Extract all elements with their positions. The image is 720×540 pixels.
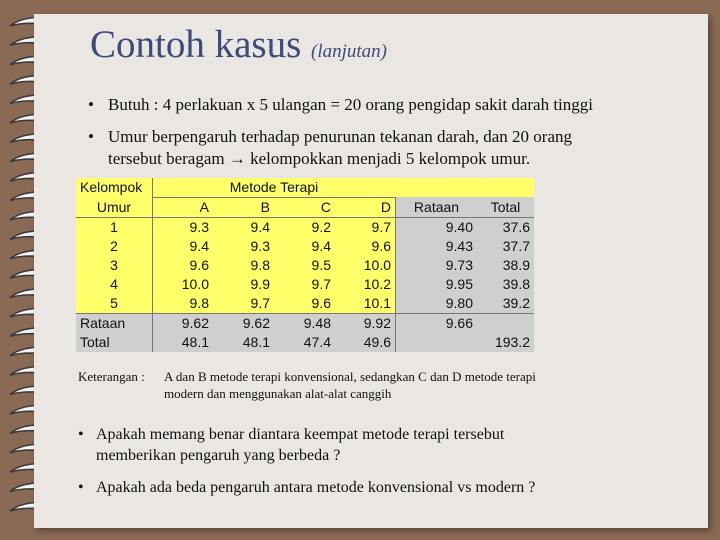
column-header: B <box>213 197 274 217</box>
table-row <box>76 294 534 313</box>
table-cell: 9.92 <box>335 313 395 333</box>
table-row <box>76 217 534 237</box>
table-cell: 9.5 <box>274 256 335 275</box>
bullet-text: Umur berpengaruh terhadap penurunan tekanan darah, dan 20 orang <box>108 127 573 146</box>
question-text: memberikan pengaruh yang berbeda ? <box>96 447 341 464</box>
table-cell: 9.48 <box>274 313 335 333</box>
table-cell: 39.8 <box>477 275 534 294</box>
page-title <box>90 22 387 75</box>
table-header-row <box>76 178 534 197</box>
table-cell: 9.62 <box>213 313 274 333</box>
table-cell: 9.80 <box>395 294 477 313</box>
question-item <box>78 424 658 466</box>
table-cell: 9.6 <box>152 256 213 275</box>
bullet-list <box>88 94 698 180</box>
title-main: Contoh kasus <box>90 23 302 66</box>
table-header-row <box>76 197 534 217</box>
table-cell: 10.0 <box>152 275 213 294</box>
table-cell: 10.1 <box>335 294 395 313</box>
column-header: Rataan <box>395 197 477 217</box>
table-cell: 9.95 <box>395 275 477 294</box>
table-cell: 48.1 <box>152 333 213 352</box>
table-cell: 193.2 <box>477 333 534 352</box>
table-cell: 48.1 <box>213 333 274 352</box>
table-cell: 9.3 <box>213 237 274 256</box>
table-cell: 9.40 <box>395 217 477 237</box>
table-cell: 9.7 <box>274 275 335 294</box>
question-list <box>78 424 658 509</box>
group-header: Metode Terapi <box>152 178 395 197</box>
bullet-item <box>88 126 698 170</box>
table-cell: 38.9 <box>477 256 534 275</box>
table-cell: 9.73 <box>395 256 477 275</box>
row-label: Total <box>76 333 152 352</box>
table-row-total <box>76 333 534 352</box>
table-cell: 9.4 <box>213 217 274 237</box>
arrow-right-icon: → <box>228 149 246 168</box>
corner-header-top: Kelompok <box>76 178 152 197</box>
note-text: modern dan menggunakan alat-alat canggih <box>164 386 392 401</box>
corner-header-bottom: Umur <box>76 197 152 217</box>
column-header: Total <box>477 197 534 217</box>
bullet-icon: • <box>78 479 84 496</box>
table-cell: 37.6 <box>477 217 534 237</box>
table-cell: 9.6 <box>274 294 335 313</box>
table-cell: 49.6 <box>335 333 395 352</box>
table-cell: 9.7 <box>213 294 274 313</box>
table-row-rataan <box>76 313 534 333</box>
note <box>78 368 638 402</box>
table-cell: 9.2 <box>274 217 335 237</box>
note-label: Keterangan : <box>78 369 145 384</box>
table-cell: 9.3 <box>152 217 213 237</box>
table-cell: 47.4 <box>274 333 335 352</box>
table-cell: 9.7 <box>335 217 395 237</box>
table-cell: 9.4 <box>274 237 335 256</box>
table-cell: 9.8 <box>152 294 213 313</box>
column-header: A <box>152 197 213 217</box>
table-cell: 9.9 <box>213 275 274 294</box>
bullet-text: tersebut beragam <box>108 149 225 168</box>
row-label: 1 <box>76 217 152 237</box>
title-sub: (lanjutan) <box>311 41 388 62</box>
row-label: 2 <box>76 237 152 256</box>
table-row <box>76 275 534 294</box>
bullet-icon: • <box>78 426 84 443</box>
table-cell: 9.6 <box>335 237 395 256</box>
table-cell: 9.66 <box>395 313 477 333</box>
table-cell: 10.0 <box>335 256 395 275</box>
bullet-text: kelompokkan menjadi 5 kelompok umur. <box>250 149 531 168</box>
bullet-item <box>88 94 698 116</box>
table-cell: 37.7 <box>477 237 534 256</box>
bullet-text: Butuh : 4 perlakuan x 5 ulangan = 20 orang pengidap sakit darah tinggi <box>108 95 594 114</box>
column-header: D <box>335 197 395 217</box>
column-header: C <box>274 197 335 217</box>
table-cell: 9.8 <box>213 256 274 275</box>
table-cell: 9.62 <box>152 313 213 333</box>
note-text: A dan B metode terapi konvensional, sedangkan C dan D metode terapi <box>164 369 536 384</box>
table-cell <box>395 333 477 352</box>
table-cell: 39.2 <box>477 294 534 313</box>
bullet-icon: • <box>88 95 94 114</box>
question-text: Apakah memang benar diantara keempat metode terapi tersebut <box>96 426 505 443</box>
row-label: 5 <box>76 294 152 313</box>
row-label: 3 <box>76 256 152 275</box>
table-cell: 9.4 <box>152 237 213 256</box>
row-label: 4 <box>76 275 152 294</box>
question-text: Apakah ada beda pengaruh antara metode konvensional vs modern ? <box>96 479 536 496</box>
table-row <box>76 256 534 275</box>
row-label: Rataan <box>76 313 152 333</box>
question-item <box>78 477 658 498</box>
table-row <box>76 237 534 256</box>
table-cell: 10.2 <box>335 275 395 294</box>
bullet-icon: • <box>88 127 94 146</box>
table-cell <box>477 313 534 333</box>
data-table <box>76 178 534 352</box>
table-cell: 9.43 <box>395 237 477 256</box>
